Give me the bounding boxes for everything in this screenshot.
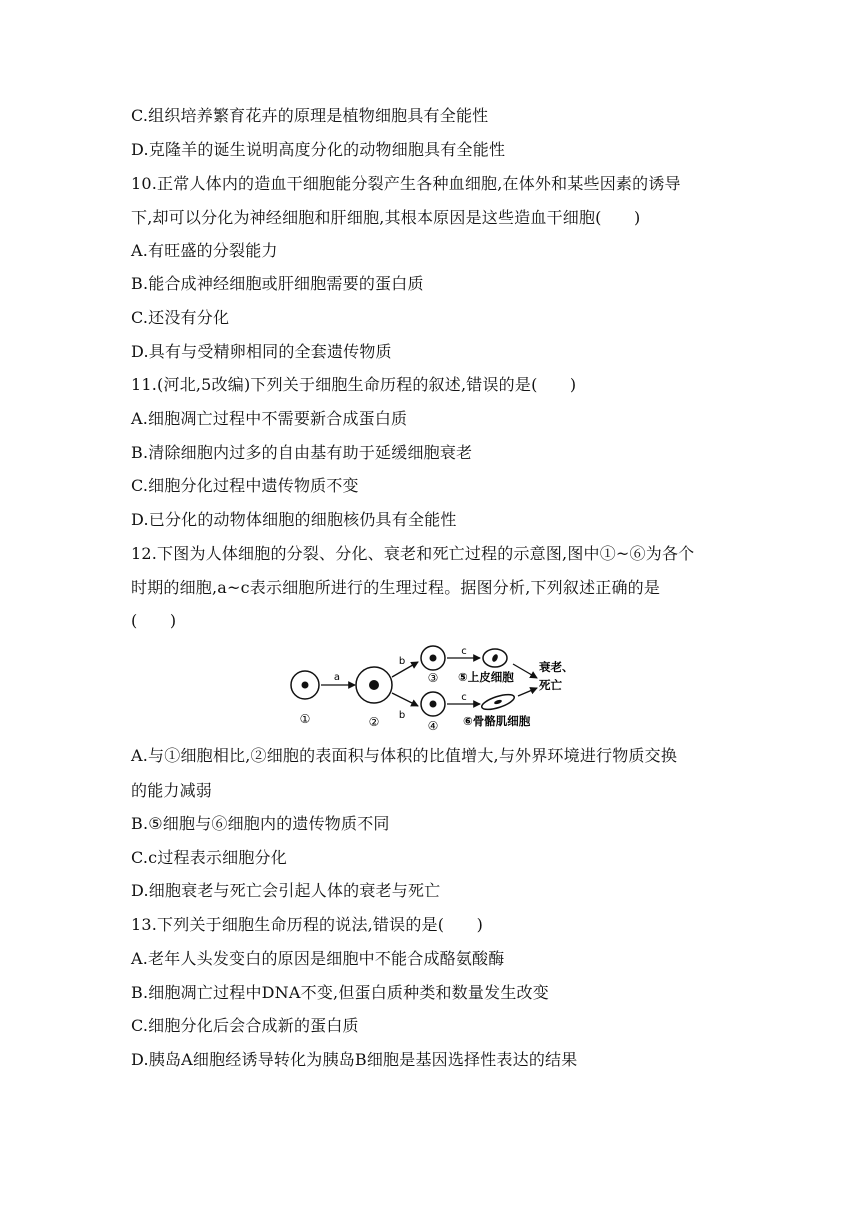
cell-1: [291, 671, 319, 699]
q11-option-b: B.清除细胞内过多的自由基有助于延缓细胞衰老: [131, 443, 473, 462]
cell-1-label: ①: [299, 712, 311, 726]
q13-option-a: A.老年人头发变白的原因是细胞中不能合成酪氨酸酶: [131, 949, 505, 968]
q11-stem: 11.(河北,5改编)下列关于细胞生命历程的叙述,错误的是( ): [131, 375, 577, 394]
arrow-a-label: a: [333, 672, 341, 683]
q12-option-a-line1: A.与①细胞相比,②细胞的表面积与体积的比值增大,与外界环境进行物质交换: [131, 746, 678, 765]
q12-option-b: B.⑤细胞与⑥细胞内的遗传物质不同: [131, 814, 390, 833]
fate-label-line2: 死亡: [539, 678, 562, 692]
q13-option-b: B.细胞凋亡过程中DNA不变,但蛋白质种类和数量发生改变: [131, 983, 549, 1002]
q10-option-c: C.还没有分化: [131, 308, 230, 327]
cell-4: [421, 692, 445, 716]
q13-option-d: D.胰岛A细胞经诱导转化为胰岛B细胞是基因选择性表达的结果: [131, 1050, 578, 1069]
cell-5-epithelial: [483, 649, 507, 667]
q10-stem-line1: 10.正常人体内的造血干细胞能分裂产生各种血细胞,在体外和某些因素的诱导: [131, 174, 681, 193]
arrow-b-up-label: b: [398, 656, 406, 667]
q10-option-b: B.能合成神经细胞或肝细胞需要的蛋白质: [131, 274, 424, 293]
q10-stem-line2: 下,却可以分化为神经细胞和肝细胞,其根本原因是这些造血干细胞( ): [131, 208, 641, 227]
prev-option-d: D.克隆羊的诞生说明高度分化的动物细胞具有全能性: [131, 140, 506, 159]
cell-2: [356, 667, 392, 703]
q12-stem-line1: 12.下图为人体细胞的分裂、分化、衰老和死亡过程的示意图,图中①~⑥为各个: [131, 544, 695, 563]
arrow-to-fate-down: [518, 688, 537, 696]
q12-stem-line3: ( ): [131, 611, 177, 630]
cell-6-label: ⑥骨骼肌细胞: [463, 714, 531, 728]
cell-3-label: ③: [427, 671, 439, 685]
arrow-b-down-label: b: [398, 710, 406, 721]
cell-5-label: ⑤上皮细胞: [458, 670, 514, 684]
cell-4-label: ④: [427, 719, 439, 732]
arrow-b-down: [392, 693, 418, 706]
q10-option-a: A.有旺盛的分裂能力: [131, 241, 278, 260]
cell-2-label: ②: [368, 715, 380, 729]
q11-option-d: D.已分化的动物体细胞的细胞核仍具有全能性: [131, 510, 457, 529]
q12-stem-line2: 时期的细胞,a~c表示细胞所进行的生理过程。据图分析,下列叙述正确的是: [131, 578, 661, 597]
q13-stem: 13.下列关于细胞生命历程的说法,错误的是( ): [131, 915, 484, 934]
arrow-c-up-label: c: [461, 646, 467, 657]
q11-option-c: C.细胞分化过程中遗传物质不变: [131, 476, 359, 495]
cell-3: [421, 646, 445, 670]
q11-option-a: A.细胞凋亡过程中不需要新合成蛋白质: [131, 409, 408, 428]
q12-option-a-line2: 的能力减弱: [131, 781, 213, 800]
fate-label-line1: 衰老、: [539, 660, 574, 674]
q13-option-c: C.细胞分化后会合成新的蛋白质: [131, 1016, 359, 1035]
prev-option-c: C.组织培养繁育花卉的原理是植物细胞具有全能性: [131, 106, 489, 125]
q12-option-c: C.c过程表示细胞分化: [131, 848, 287, 867]
arrow-to-fate-up: [513, 664, 537, 678]
arrow-c-down-label: c: [461, 692, 467, 703]
q10-option-d: D.具有与受精卵相同的全套遗传物质: [131, 342, 392, 361]
cell-lifecycle-diagram: [280, 644, 600, 732]
q12-option-d: D.细胞衰老与死亡会引起人体的衰老与死亡: [131, 881, 441, 900]
cell-6-skeletal-muscle: [480, 692, 516, 713]
